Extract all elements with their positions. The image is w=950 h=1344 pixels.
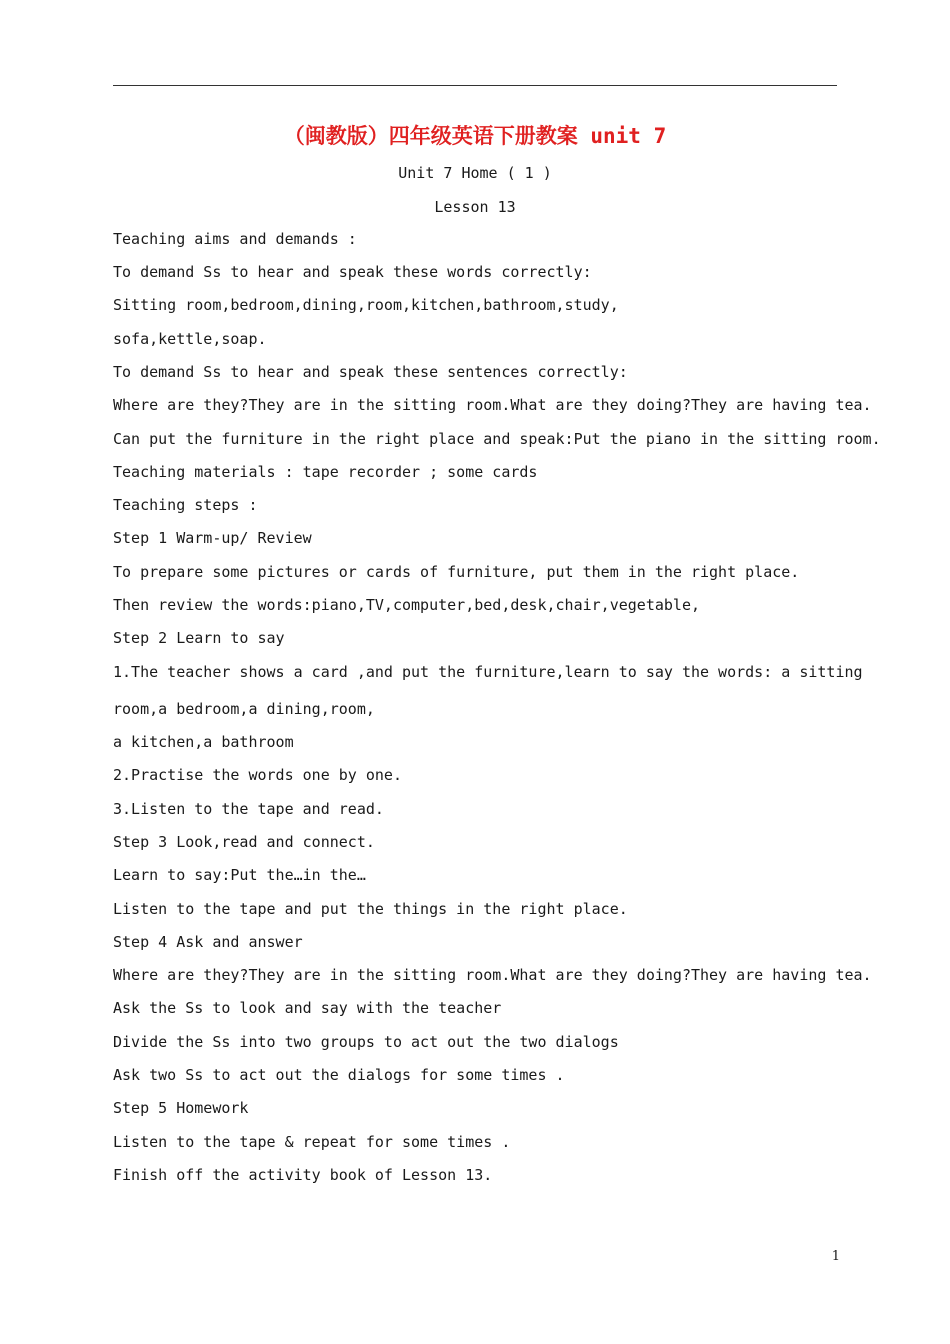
text-line: 1.The teacher shows a card ,and put the furniture,learn to say the words: a sitting	[113, 663, 863, 681]
text-line: To prepare some pictures or cards of furniture, put them in the right place.	[113, 563, 800, 581]
text-line: Listen to the tape and put the things in the right place.	[113, 900, 628, 918]
text-line: Listen to the tape & repeat for some times .	[113, 1133, 511, 1151]
text-line: Teaching materials : tape recorder ; some cards	[113, 463, 538, 481]
text-line: Teaching aims and demands :	[113, 230, 357, 248]
document-title: （闽教版）四年级英语下册教案 unit 7	[283, 124, 667, 148]
step-heading: Step 4 Ask and answer	[113, 933, 303, 951]
step-heading: Step 1 Warm-up/ Review	[113, 529, 312, 547]
step-heading: Step 2 Learn to say	[113, 629, 285, 647]
text-line: Can put the furniture in the right place and speak:Put the piano in the sitting room.	[113, 430, 881, 448]
page-number: 1	[831, 1249, 840, 1264]
text-line: sofa,kettle,soap.	[113, 330, 267, 348]
text-line: Learn to say:Put the…in the…	[113, 866, 366, 884]
text-line: 2.Practise the words one by one.	[113, 766, 402, 784]
text-line: Divide the Ss into two groups to act out the two dialogs	[113, 1033, 619, 1051]
header-rule	[113, 85, 837, 86]
text-line: Sitting room,bedroom,dining,room,kitchen,bathroom,study,	[113, 296, 619, 314]
text-line: To demand Ss to hear and speak these words correctly:	[113, 263, 592, 281]
unit-heading: Unit 7 Home ( 1 )	[398, 164, 552, 182]
lesson-heading: Lesson 13	[434, 198, 516, 216]
text-line: Then review the words:piano,TV,computer,bed,desk,chair,vegetable,	[113, 596, 700, 614]
text-line: room,a bedroom,a dining,room,	[113, 700, 375, 718]
step-heading: Step 3 Look,read and connect.	[113, 833, 375, 851]
step-heading: Step 5 Homework	[113, 1099, 249, 1117]
text-line: Where are they?They are in the sitting room.What are they doing?They are having tea.	[113, 396, 872, 414]
text-line: To demand Ss to hear and speak these sentences correctly:	[113, 363, 628, 381]
text-line: Where are they?They are in the sitting room.What are they doing?They are having tea.	[113, 966, 872, 984]
text-line: Ask the Ss to look and say with the teacher	[113, 999, 502, 1017]
text-line: Finish off the activity book of Lesson 13.	[113, 1166, 493, 1184]
text-line: Teaching steps :	[113, 496, 258, 514]
text-line: 3.Listen to the tape and read.	[113, 800, 384, 818]
text-line: a kitchen,a bathroom	[113, 733, 294, 751]
text-line: Ask two Ss to act out the dialogs for some times .	[113, 1066, 565, 1084]
